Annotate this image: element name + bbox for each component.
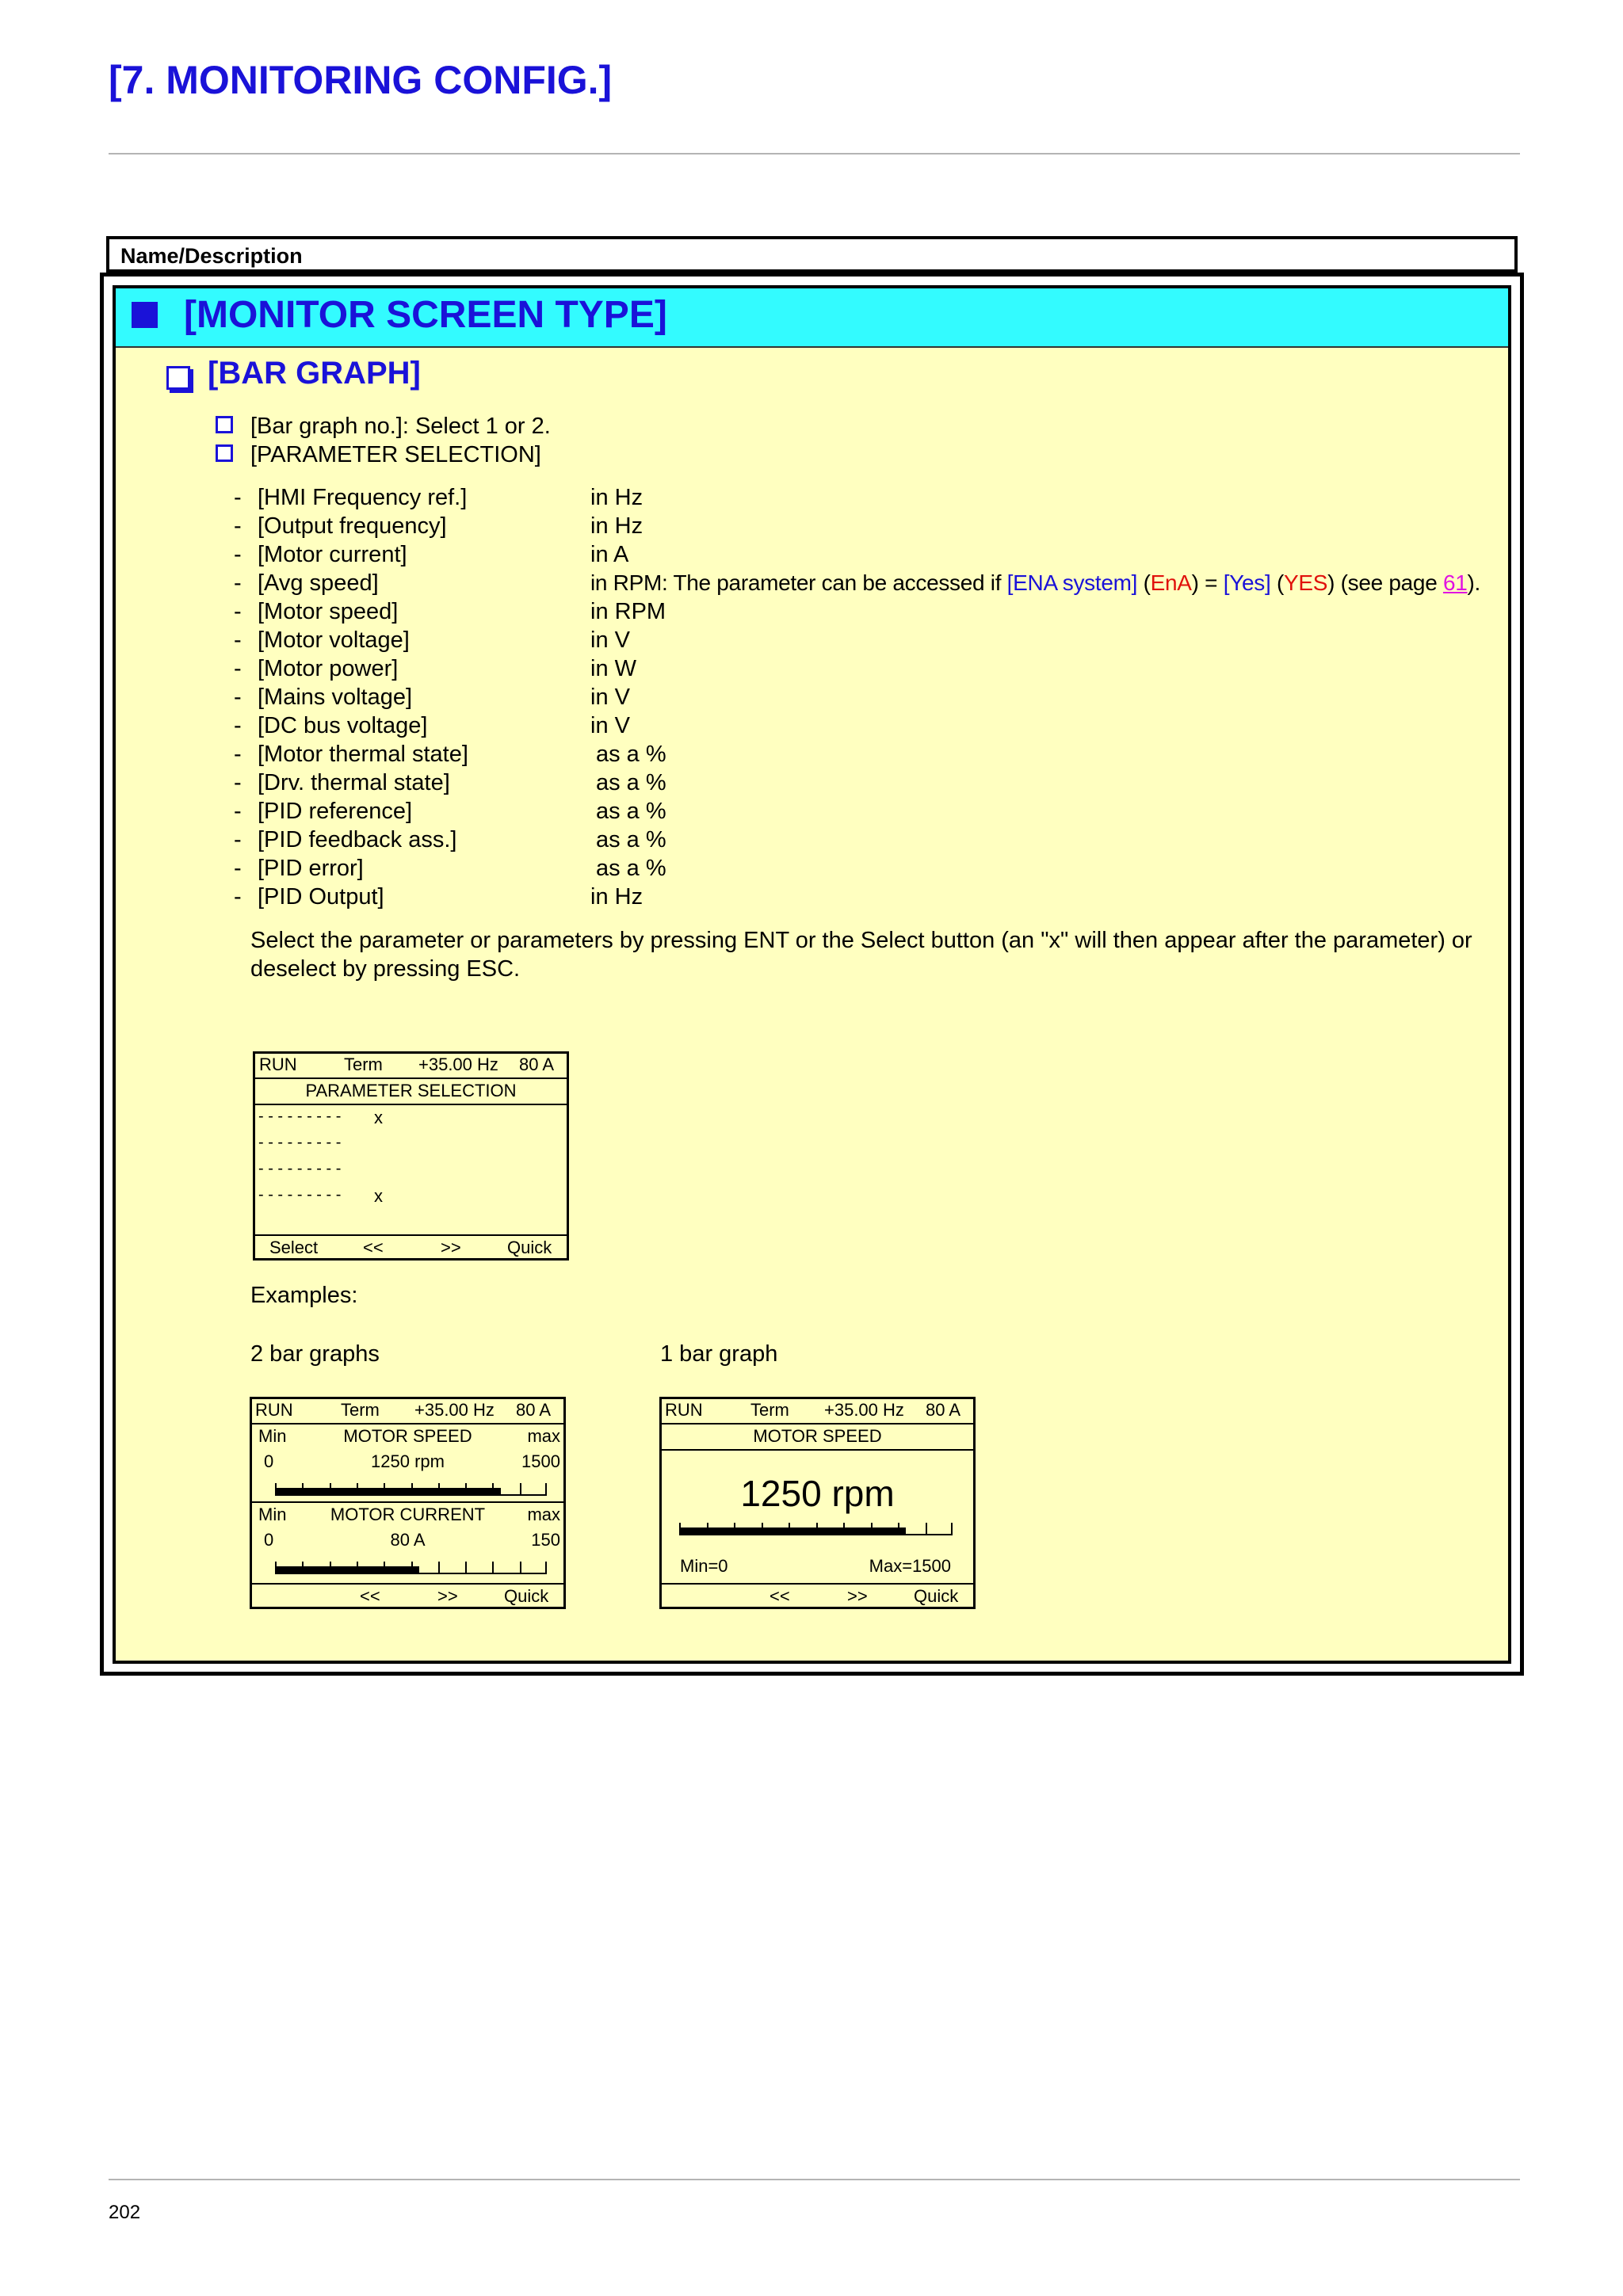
- parameter-unit: as a %: [596, 770, 666, 795]
- gauge-tick: [951, 1523, 953, 1535]
- ena-system-link: [ENA system]: [1006, 570, 1138, 595]
- param-slot: - - - - - - - - -: [258, 1108, 342, 1125]
- parameter-unit: in RPM: [590, 599, 666, 624]
- parameter-unit: in Hz: [590, 485, 643, 510]
- status-frequency: +35.00 Hz: [824, 1400, 904, 1420]
- bar2-value: 80 A: [390, 1530, 426, 1550]
- note-text: ) =: [1191, 570, 1224, 595]
- divider: [662, 1583, 973, 1585]
- gauge-fill: [275, 1488, 501, 1494]
- min-label: Min=0: [680, 1556, 728, 1576]
- status-term: Term: [344, 1055, 383, 1074]
- prev-key[interactable]: <<: [363, 1238, 384, 1257]
- status-bar: [255, 1055, 567, 1078]
- list-dash: -: [234, 799, 242, 824]
- divider: [255, 1104, 567, 1105]
- parameter-unit: as a %: [596, 827, 666, 852]
- parameter-unit: in A: [590, 542, 629, 567]
- status-frequency: +35.00 Hz: [414, 1400, 495, 1420]
- screen-title: PARAMETER SELECTION: [305, 1081, 517, 1100]
- gauge-tick: [465, 1562, 467, 1574]
- parameter-unit: in V: [590, 713, 630, 738]
- section-title: [MONITOR SCREEN TYPE]: [184, 294, 667, 336]
- note-text: ) (see page: [1327, 570, 1443, 595]
- status-run: RUN: [259, 1055, 297, 1074]
- list-dash: -: [234, 770, 242, 795]
- selected-mark: x: [374, 1186, 383, 1206]
- min-label: Min: [258, 1426, 287, 1446]
- list-dash: -: [234, 856, 242, 881]
- one-bar-label: 1 bar graph: [660, 1341, 778, 1367]
- parameter-name: [Motor current]: [258, 542, 407, 567]
- select-key[interactable]: Select: [269, 1238, 319, 1257]
- max-label: max: [527, 1505, 560, 1524]
- next-key[interactable]: >>: [441, 1238, 461, 1257]
- examples-label: Examples:: [250, 1283, 358, 1308]
- list-dash: -: [234, 627, 242, 653]
- note-text: (: [1137, 570, 1151, 595]
- parameter-name: [Output frequency]: [258, 513, 447, 539]
- status-current: 80 A: [519, 1055, 555, 1074]
- status-run: RUN: [255, 1400, 293, 1420]
- status-term: Term: [341, 1400, 380, 1420]
- divider: [255, 1234, 567, 1236]
- divider: [252, 1423, 563, 1425]
- ena-code: EnA: [1150, 570, 1192, 595]
- instruction-text-2: deselect by pressing ESC.: [250, 956, 521, 982]
- quick-key[interactable]: Quick: [504, 1586, 549, 1606]
- large-value: 1250 rpm: [740, 1473, 895, 1514]
- page-number: 202: [109, 2202, 141, 2223]
- parameter-unit: in Hz: [590, 884, 643, 910]
- parameter-name: [Motor speed]: [258, 599, 399, 624]
- parameter-unit: as a %: [596, 799, 666, 824]
- param-slot: - - - - - - - - -: [258, 1186, 342, 1203]
- bar2-title: MOTOR CURRENT: [330, 1505, 486, 1524]
- two-bar-label: 2 bar graphs: [250, 1341, 380, 1367]
- next-key[interactable]: >>: [437, 1586, 458, 1606]
- gauge-tick: [545, 1483, 547, 1496]
- parameter-name: [PID feedback ass.]: [258, 827, 457, 852]
- max-label: Max=1500: [869, 1556, 951, 1576]
- avg-speed-note: in RPM: The parameter can be accessed if: [590, 570, 1007, 595]
- footer-divider: [109, 2179, 1520, 2180]
- parameter-unit: in V: [590, 685, 630, 710]
- prev-key[interactable]: <<: [360, 1586, 380, 1606]
- checkbox-icon: [216, 416, 233, 433]
- parameter-unit: in W: [590, 656, 636, 681]
- divider: [662, 1449, 973, 1451]
- parameter-name: [Motor thermal state]: [258, 742, 468, 767]
- divider: [252, 1501, 563, 1503]
- yes-option: [Yes]: [1223, 570, 1271, 595]
- header-divider: [109, 153, 1520, 154]
- gauge-tick: [520, 1562, 521, 1574]
- parameter-name: [DC bus voltage]: [258, 713, 428, 738]
- list-dash: -: [234, 542, 242, 567]
- parameter-unit: [590, 569, 1480, 597]
- parameter-name: [PID reference]: [258, 799, 413, 824]
- param-slot: - - - - - - - - -: [258, 1134, 342, 1151]
- list-dash: -: [234, 827, 242, 852]
- status-current: 80 A: [516, 1400, 552, 1420]
- filled-square-icon: [132, 302, 158, 328]
- page-title: [7. MONITORING CONFIG.]: [109, 58, 613, 102]
- parameter-unit: as a %: [596, 742, 666, 767]
- status-term: Term: [750, 1400, 789, 1420]
- hmi-parameter-selection-screen: [253, 1051, 569, 1261]
- parameter-unit: as a %: [596, 856, 666, 881]
- divider: [252, 1583, 563, 1585]
- screen-title: MOTOR SPEED: [753, 1426, 882, 1446]
- gauge-tick: [492, 1562, 494, 1574]
- min-value: 0: [264, 1530, 274, 1550]
- quick-key[interactable]: Quick: [507, 1238, 552, 1257]
- status-frequency: +35.00 Hz: [418, 1055, 498, 1074]
- max-value: 150: [531, 1530, 560, 1550]
- parameter-name: [Drv. thermal state]: [258, 770, 450, 795]
- status-run: RUN: [665, 1400, 703, 1420]
- bar1-title: MOTOR SPEED: [343, 1426, 472, 1446]
- gauge-tick: [438, 1562, 440, 1574]
- table-header: Name/Description: [106, 236, 1518, 273]
- quick-key[interactable]: Quick: [914, 1586, 959, 1606]
- gauge-tick: [545, 1562, 547, 1574]
- parameter-unit: in V: [590, 627, 630, 653]
- parameter-name: [Mains voltage]: [258, 685, 413, 710]
- gauge-fill: [679, 1527, 906, 1534]
- parameter-name: [Motor power]: [258, 656, 399, 681]
- parameter-list: [0, 483, 1623, 927]
- bullet-parameter-selection: [PARAMETER SELECTION]: [250, 442, 541, 467]
- parameter-name: [PID Output]: [258, 884, 384, 910]
- list-dash: -: [234, 884, 242, 910]
- gauge-tick: [520, 1483, 521, 1496]
- bar1-value: 1250 rpm: [371, 1451, 445, 1471]
- yes-code: YES: [1283, 570, 1328, 595]
- bar2-gauge: [275, 1557, 547, 1574]
- list-dash: -: [234, 713, 242, 738]
- parameter-name: [PID error]: [258, 856, 364, 881]
- parameter-unit: in Hz: [590, 513, 643, 539]
- speed-gauge: [679, 1512, 953, 1535]
- hmi-two-bar-screen: [250, 1397, 566, 1609]
- next-key[interactable]: >>: [847, 1586, 868, 1606]
- note-text: ).: [1467, 570, 1481, 595]
- parameter-name: [Motor voltage]: [258, 627, 410, 653]
- page-link[interactable]: 61: [1442, 570, 1468, 595]
- max-label: max: [527, 1426, 560, 1446]
- list-dash: -: [234, 513, 242, 539]
- hmi-one-bar-screen: [659, 1397, 976, 1609]
- list-dash: -: [234, 742, 242, 767]
- list-dash: -: [234, 485, 242, 510]
- parameter-name: [Avg speed]: [258, 570, 379, 596]
- subsection-title: [BAR GRAPH]: [208, 356, 421, 391]
- list-dash: -: [234, 656, 242, 681]
- parameter-name: [HMI Frequency ref.]: [258, 485, 468, 510]
- max-value: 1500: [521, 1451, 560, 1471]
- bullet-bar-graph-no: [Bar graph no.]: Select 1 or 2.: [250, 414, 551, 439]
- divider: [255, 1077, 567, 1079]
- checkbox-icon: [216, 444, 233, 462]
- gauge-tick: [926, 1523, 927, 1535]
- gauge-fill: [275, 1566, 419, 1573]
- list-dash: -: [234, 685, 242, 710]
- bar1-gauge: [275, 1478, 547, 1496]
- selected-mark: x: [374, 1108, 383, 1127]
- note-text: (: [1270, 570, 1284, 595]
- instruction-text-1: Select the parameter or parameters by pressing ENT or the Select button (an "x" will then appear after the parameter) or: [250, 928, 1472, 953]
- list-dash: -: [234, 570, 242, 596]
- list-dash: -: [234, 599, 242, 624]
- param-slot: - - - - - - - - -: [258, 1160, 342, 1177]
- status-current: 80 A: [926, 1400, 961, 1420]
- min-label: Min: [258, 1505, 287, 1524]
- prev-key[interactable]: <<: [769, 1586, 790, 1606]
- divider: [662, 1423, 973, 1425]
- shadow-checkbox-icon: [166, 366, 190, 390]
- min-value: 0: [264, 1451, 274, 1471]
